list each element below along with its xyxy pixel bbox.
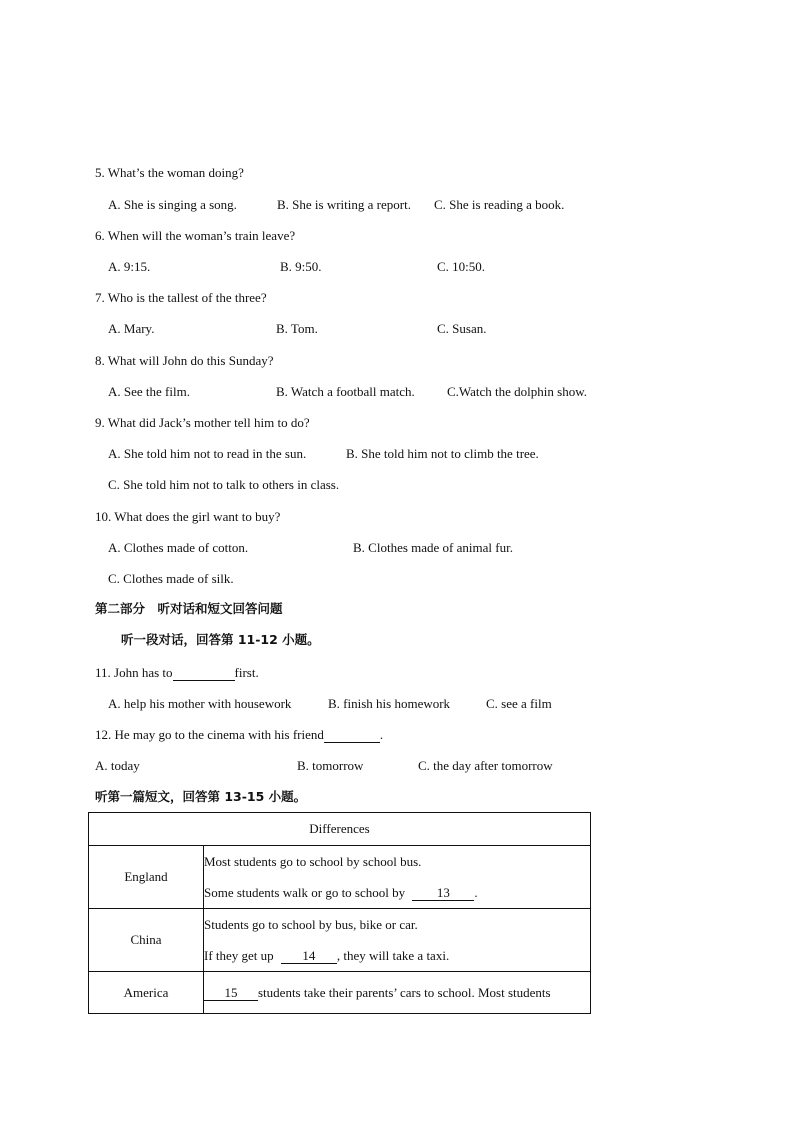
country-china: China	[89, 909, 204, 972]
table-row	[89, 972, 591, 1014]
question-10-option-b: B. Clothes made of animal fur.	[353, 540, 513, 555]
question-6-option-a: A. 9:15.	[108, 259, 151, 274]
china-line-2-text: If they get up	[204, 947, 274, 963]
question-11-option-a: A. help his mother with housework	[108, 696, 292, 711]
england-line-2-text: Some students walk or go to school by	[204, 884, 406, 900]
passage-instruction: 听第一篇短文，回答第 13-15 小题。	[95, 789, 307, 804]
question-5-option-c: C. She is reading a book.	[434, 197, 565, 212]
question-10-option-a: A. Clothes made of cotton.	[108, 540, 249, 555]
america-details	[204, 972, 591, 1014]
question-9-option-c: C. She told him not to talk to others in class.	[108, 477, 340, 492]
table-header-row	[89, 813, 591, 846]
question-12-option-b: B. tomorrow	[297, 758, 364, 773]
question-8-option-c: C.Watch the dolphin show.	[447, 384, 588, 399]
china-line-1: Students go to school by bus, bike or car.	[204, 916, 418, 932]
table-row	[89, 909, 591, 972]
question-7-option-a: A. Mary.	[108, 321, 155, 336]
answer-blank-12[interactable]	[324, 728, 380, 743]
question-10-option-c: C. Clothes made of silk.	[108, 571, 234, 586]
differences-table	[88, 812, 591, 1014]
question-5-stem: 5. What’s the woman doing?	[95, 165, 244, 180]
answer-blank-15[interactable]: 15	[204, 986, 258, 1001]
china-details	[204, 909, 591, 972]
question-7-option-c: C. Susan.	[437, 321, 487, 336]
america-line-1-text: students take their parents’ cars to school. Most students	[258, 984, 551, 1000]
england-line-2	[204, 885, 590, 901]
country-england: England	[89, 846, 204, 909]
answer-blank-11[interactable]	[173, 666, 235, 681]
england-details	[204, 846, 591, 909]
country-america: America	[89, 972, 204, 1014]
question-12-stem-text: 12. He may go to the cinema with his friend	[95, 727, 324, 742]
question-6-option-c: C. 10:50.	[437, 259, 486, 274]
table-row	[89, 846, 591, 909]
china-line-2	[204, 948, 590, 964]
answer-blank-13[interactable]: 13	[412, 886, 474, 901]
question-9-option-a: A. She told him not to read in the sun.	[108, 446, 307, 461]
question-5-option-b: B. She is writing a report.	[277, 197, 411, 212]
answer-blank-14[interactable]: 14	[281, 949, 337, 964]
dialogue-instruction: 听一段对话，回答第 11-12 小题。	[121, 632, 320, 647]
question-11-option-c: C. see a film	[486, 696, 552, 711]
question-8-stem: 8. What will John do this Sunday?	[95, 353, 274, 368]
america-line-1	[204, 985, 590, 1001]
question-12-stem-end: .	[379, 727, 384, 742]
question-8-option-a: A. See the film.	[108, 384, 190, 399]
question-12-option-a: A. today	[95, 758, 140, 773]
question-6-stem: 6. When will the woman’s train leave?	[95, 228, 296, 243]
question-11-stem-end: first.	[234, 665, 259, 680]
england-line-1: Most students go to school by school bus.	[204, 853, 422, 869]
question-6-option-b: B. 9:50.	[280, 259, 322, 274]
question-10-stem: 10. What does the girl want to buy?	[95, 509, 281, 524]
question-7-stem: 7. Who is the tallest of the three?	[95, 290, 267, 305]
question-9-stem: 9. What did Jack’s mother tell him to do?	[95, 415, 310, 430]
question-9-option-b: B. She told him not to climb the tree.	[346, 446, 539, 461]
china-line-2-end: , they will take a taxi.	[336, 947, 450, 963]
question-12-stem	[95, 727, 383, 743]
england-line-2-end: .	[474, 884, 478, 900]
question-5-option-a: A. She is singing a song.	[108, 197, 237, 212]
question-7-option-b: B. Tom.	[276, 321, 318, 336]
question-8-option-b: B. Watch a football match.	[276, 384, 415, 399]
question-11-option-b: B. finish his homework	[328, 696, 451, 711]
table-header: Differences	[89, 813, 591, 846]
question-11-stem-text: 11. John has to	[95, 665, 173, 680]
part-2-heading: 第二部分 听对话和短文回答问题	[95, 601, 283, 616]
question-11-stem	[95, 665, 259, 681]
question-12-option-c: C. the day after tomorrow	[418, 758, 553, 773]
